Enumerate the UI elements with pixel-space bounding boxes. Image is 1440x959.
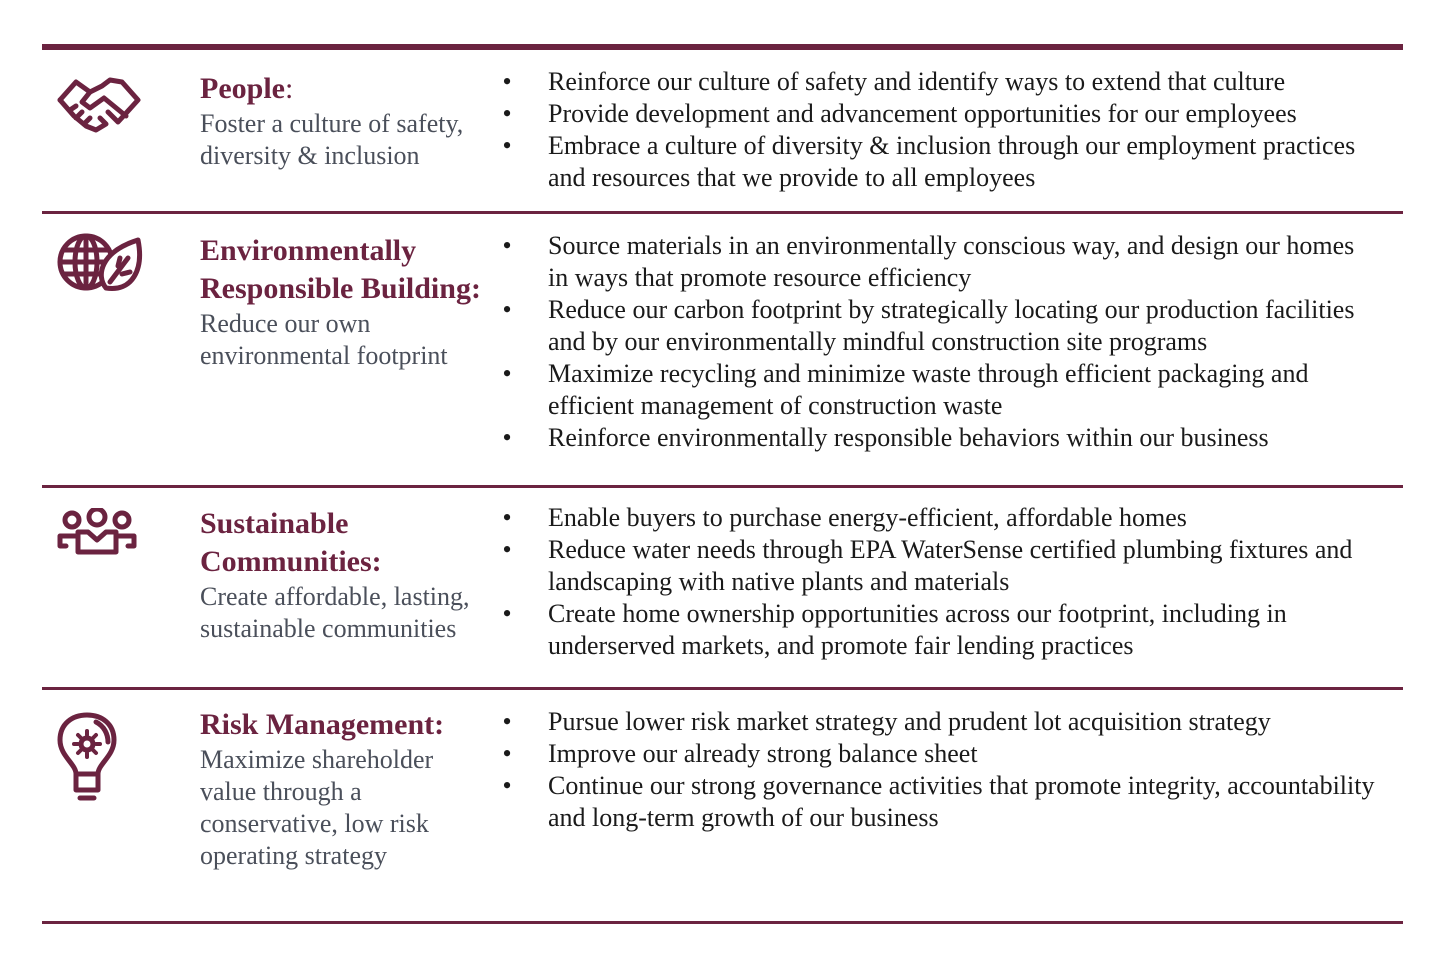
bullet-text: Continue our strong governance activities that promote integrity, accountability and long-term growth of our business <box>548 771 1375 832</box>
bullet-icon: • <box>502 503 512 532</box>
pillar-description: Create affordable, lasting, sustainable communities <box>200 582 470 643</box>
pillar-heading <box>200 70 490 172</box>
list-item <box>497 130 1377 194</box>
bullet-icon: • <box>502 771 512 800</box>
bullet-text: Improve our already strong balance sheet <box>548 739 978 768</box>
globe-leaf-icon <box>56 230 144 301</box>
bullet-list <box>497 66 1377 194</box>
bullet-text: Enable buyers to purchase energy-efficient, affordable homes <box>548 503 1187 532</box>
pillar-heading <box>200 232 490 372</box>
pillar-description: Maximize shareholder value through a conservative, low risk operating strategy <box>200 745 434 870</box>
bullet-text: Reinforce our culture of safety and identify ways to extend that culture <box>548 67 1286 96</box>
bullet-list <box>497 706 1377 834</box>
list-item <box>497 294 1377 358</box>
row-divider <box>42 687 1403 690</box>
bottom-rule <box>42 921 1403 924</box>
list-item <box>497 534 1377 598</box>
list-item <box>497 770 1377 834</box>
pillar-heading <box>200 706 490 872</box>
list-item <box>497 706 1377 738</box>
bullet-icon: • <box>502 423 512 452</box>
bullet-text: Reduce water needs through EPA WaterSense certified plumbing fixtures and landscaping with native plants and materials <box>548 535 1353 596</box>
pillar-heading <box>200 505 490 645</box>
bullet-icon: • <box>502 599 512 628</box>
bullet-text: Create home ownership opportunities across our footprint, including in underserved markets, and promote fair lending practices <box>548 599 1287 660</box>
bullet-list <box>497 230 1377 454</box>
list-item <box>497 738 1377 770</box>
list-item <box>497 502 1377 534</box>
pillar-title: People <box>200 72 285 105</box>
community-group-icon <box>56 508 138 563</box>
pillar-description: Foster a culture of safety, diversity & inclusion <box>200 109 464 170</box>
row-divider <box>42 211 1403 214</box>
list-item <box>497 66 1377 98</box>
top-rule <box>42 44 1403 50</box>
bullet-list <box>497 502 1377 662</box>
pillar-title: Risk Management: <box>200 708 445 741</box>
bullet-icon: • <box>502 99 512 128</box>
list-item <box>497 230 1377 294</box>
bullet-text: Embrace a culture of diversity & inclusion through our employment practices and resources that we provide to all employees <box>548 131 1356 192</box>
bullet-icon: • <box>502 295 512 324</box>
list-item <box>497 598 1377 662</box>
bullet-icon: • <box>502 535 512 564</box>
pillar-title-colon: : <box>284 72 294 105</box>
pillar-title: Environmentally Responsible Building: <box>200 234 481 305</box>
row-divider <box>42 485 1403 488</box>
pillar-description: Reduce our own environmental footprint <box>200 309 448 370</box>
bullet-icon: • <box>502 67 512 96</box>
bullet-text: Maximize recycling and minimize waste through efficient packaging and efficient management of construction waste <box>548 359 1309 420</box>
bullet-text: Source materials in an environmentally conscious way, and design our homes in ways that promote resource efficiency <box>548 231 1355 292</box>
bullet-icon: • <box>502 231 512 260</box>
list-item <box>497 358 1377 422</box>
bullet-text: Reinforce environmentally responsible behaviors within our business <box>548 423 1269 452</box>
bullet-icon: • <box>502 131 512 160</box>
bullet-text: Pursue lower risk market strategy and prudent lot acquisition strategy <box>548 707 1271 736</box>
bullet-icon: • <box>502 707 512 736</box>
bullet-text: Provide development and advancement opportunities for our employees <box>548 99 1297 128</box>
pillar-title: Sustainable Communities: <box>200 507 382 578</box>
bullet-text: Reduce our carbon footprint by strategically locating our production facilities and by our environmentally mindful construction site programs <box>548 295 1355 356</box>
list-item <box>497 422 1377 454</box>
handshake-icon <box>56 72 142 141</box>
bullet-icon: • <box>502 739 512 768</box>
list-item <box>497 98 1377 130</box>
bullet-icon: • <box>502 359 512 388</box>
lightbulb-gear-icon <box>56 712 118 811</box>
